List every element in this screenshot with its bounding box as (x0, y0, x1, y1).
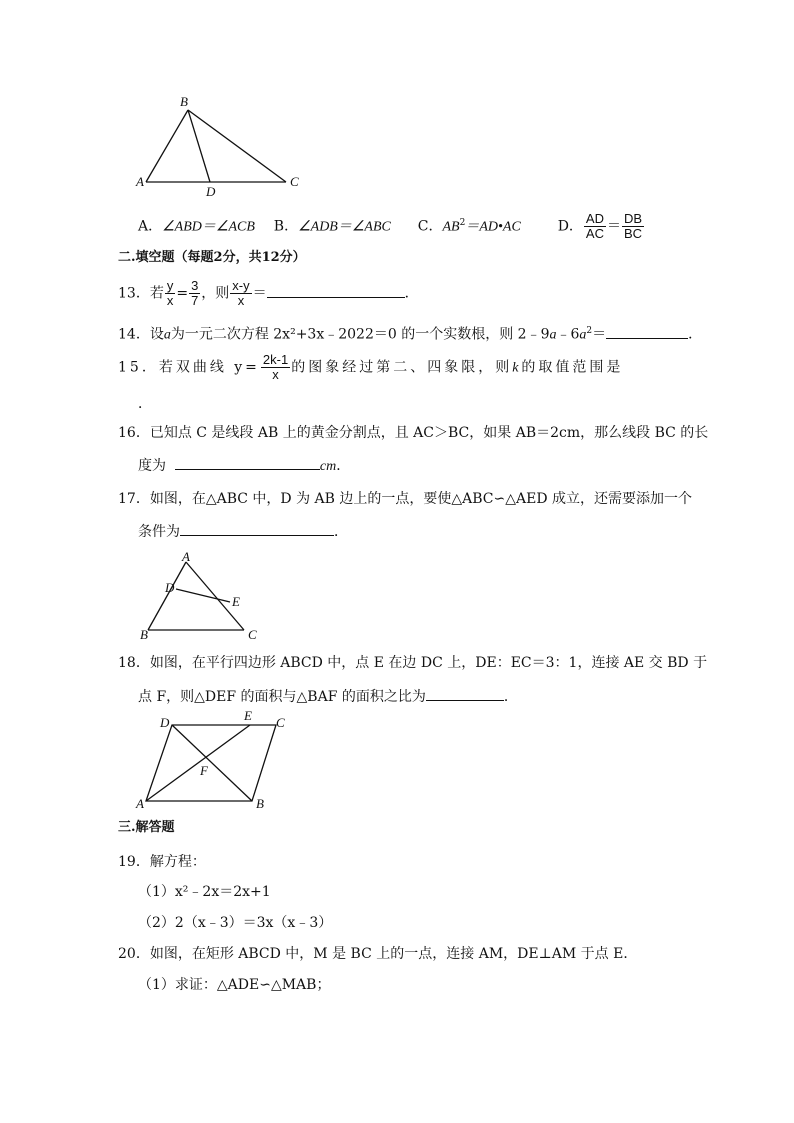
q13-answer-blank[interactable] (267, 283, 405, 298)
q15-post2: 的取值范围是 (521, 359, 624, 376)
section-3-title: 三.解答题 (118, 820, 175, 835)
question-17-line1: 17．如图，在△ABC 中，D 为 AB 边上的一点，要使△ABC∽△AED 成立，还需要添加一个 (118, 491, 693, 507)
q14-sq: 2 (586, 326, 593, 336)
question-18-line2 (138, 686, 518, 707)
question-16-line2 (138, 455, 350, 477)
q18-end: ． (503, 689, 518, 705)
q16-unit: cm (319, 459, 337, 474)
option-c-letter: C． (417, 218, 443, 235)
option-b-text: ∠ADB＝∠ABC (298, 219, 391, 235)
q17-end: ． (334, 524, 348, 540)
q14-end: ． (688, 326, 703, 343)
label-a: A (182, 550, 190, 564)
q15-frac: $\frac{2k-1}{x}$ (262, 352, 289, 382)
label-b: B (140, 627, 148, 642)
q18-answer-blank[interactable] (426, 686, 504, 701)
option-b-letter: B． (273, 218, 299, 235)
question-19-part2: （2）2（x﹣3）＝3x（x﹣3） (138, 915, 333, 931)
q13-end: ． (404, 285, 419, 302)
question-20-part1: （1）求证：△ADE∽△MAB； (138, 977, 331, 993)
q14-mid: 为一元二次方程 2x²+3x﹣2022＝0 的一个实数根，则 2﹣9 (170, 326, 550, 343)
label-d: D (165, 580, 175, 595)
q12-options (138, 212, 645, 242)
label-d: D (206, 184, 216, 199)
label-c: C (290, 174, 299, 189)
question-13 (118, 279, 419, 308)
label-c: C (276, 715, 285, 730)
option-d-frac1: $\frac{AD}{AC}$ (585, 211, 604, 241)
q13-frac3: $\frac{x-y}{x}$ (232, 278, 250, 308)
q15-pre: 15．若双曲线 y= (118, 359, 260, 376)
label-d: D (160, 715, 170, 730)
label-b: B (180, 94, 188, 109)
option-d-letter: D． (557, 218, 583, 235)
q18-pre: 点 F，则△DEF 的面积与△BAF 的面积之比为 (138, 689, 426, 705)
q13-frac2: $\frac{3}{7}$ (191, 278, 199, 308)
q14-a3: a (579, 327, 587, 343)
question-14 (118, 321, 702, 346)
question-15 (118, 353, 623, 382)
q13-mid: ，则 (201, 285, 230, 302)
q16-end: ． (336, 458, 351, 474)
label-c: C (248, 627, 257, 642)
q13-eq: = (176, 285, 189, 302)
question-19-part1: （1）x²﹣2x＝2x+1 (138, 884, 271, 900)
option-d-frac2: $\frac{DB}{BC}$ (623, 211, 643, 241)
q14-a: a (163, 327, 171, 343)
label-a: A (136, 796, 144, 811)
label-e: E (244, 708, 252, 723)
option-d-eq: ＝ (606, 218, 621, 235)
q13-lead: 13．若 (118, 285, 164, 302)
question-16-line1: 16．已知点 C 是线段 AB 上的黄金分割点，且 AC＞BC，如果 AB＝2cm，那么线段 BC 的长 (118, 425, 709, 441)
option-c-text-pre: AB (442, 219, 460, 235)
figure-triangle-ade (134, 550, 274, 645)
q14-answer-blank[interactable] (606, 324, 688, 339)
option-c-sup: 2 (459, 217, 466, 228)
figure-parallelogram (134, 708, 294, 813)
label-b: B (256, 796, 264, 811)
label-f: F (200, 763, 208, 778)
label-a: A (136, 174, 144, 189)
figure-triangle-abd (130, 92, 310, 202)
q16-answer-blank[interactable] (175, 455, 320, 470)
q14-pre: 14．设 (118, 326, 164, 343)
q14-a2: a (549, 327, 557, 343)
q15-post: 的图象经过第二、四象限，则 (291, 359, 513, 376)
q13-eq2: ＝ (252, 285, 267, 302)
question-20-title: 20．如图，在矩形 ABCD 中，M 是 BC 上的一点，连接 AM，DE⊥AM 于点 E． (118, 946, 638, 962)
q15-line2: ． (138, 396, 152, 412)
q17-answer-blank[interactable] (180, 521, 334, 536)
q15-k: k (512, 360, 522, 376)
option-a-text: ∠ABD＝∠ACB (162, 219, 255, 235)
question-18-line1: 18．如图，在平行四边形 ABCD 中，点 E 在边 DC 上，DE：EC＝3：1，连接 AE 交 BD 于 (118, 655, 708, 671)
label-e: E (232, 594, 240, 609)
option-a-letter: A． (138, 218, 163, 235)
question-17-line2 (138, 521, 348, 542)
q16-pre: 度为 (138, 458, 166, 474)
q14-eq: ＝ (592, 326, 607, 343)
q13-frac1: $\frac{y}{x}$ (166, 278, 174, 308)
section-2-title: 二.填空题（每题2分，共12分） (118, 250, 306, 265)
option-c-text-post: ＝AD•AC (465, 219, 521, 235)
q17-pre: 条件为 (138, 524, 180, 540)
question-19-title: 19．解方程： (118, 854, 206, 870)
q14-mid2: ﹣6 (556, 326, 580, 343)
